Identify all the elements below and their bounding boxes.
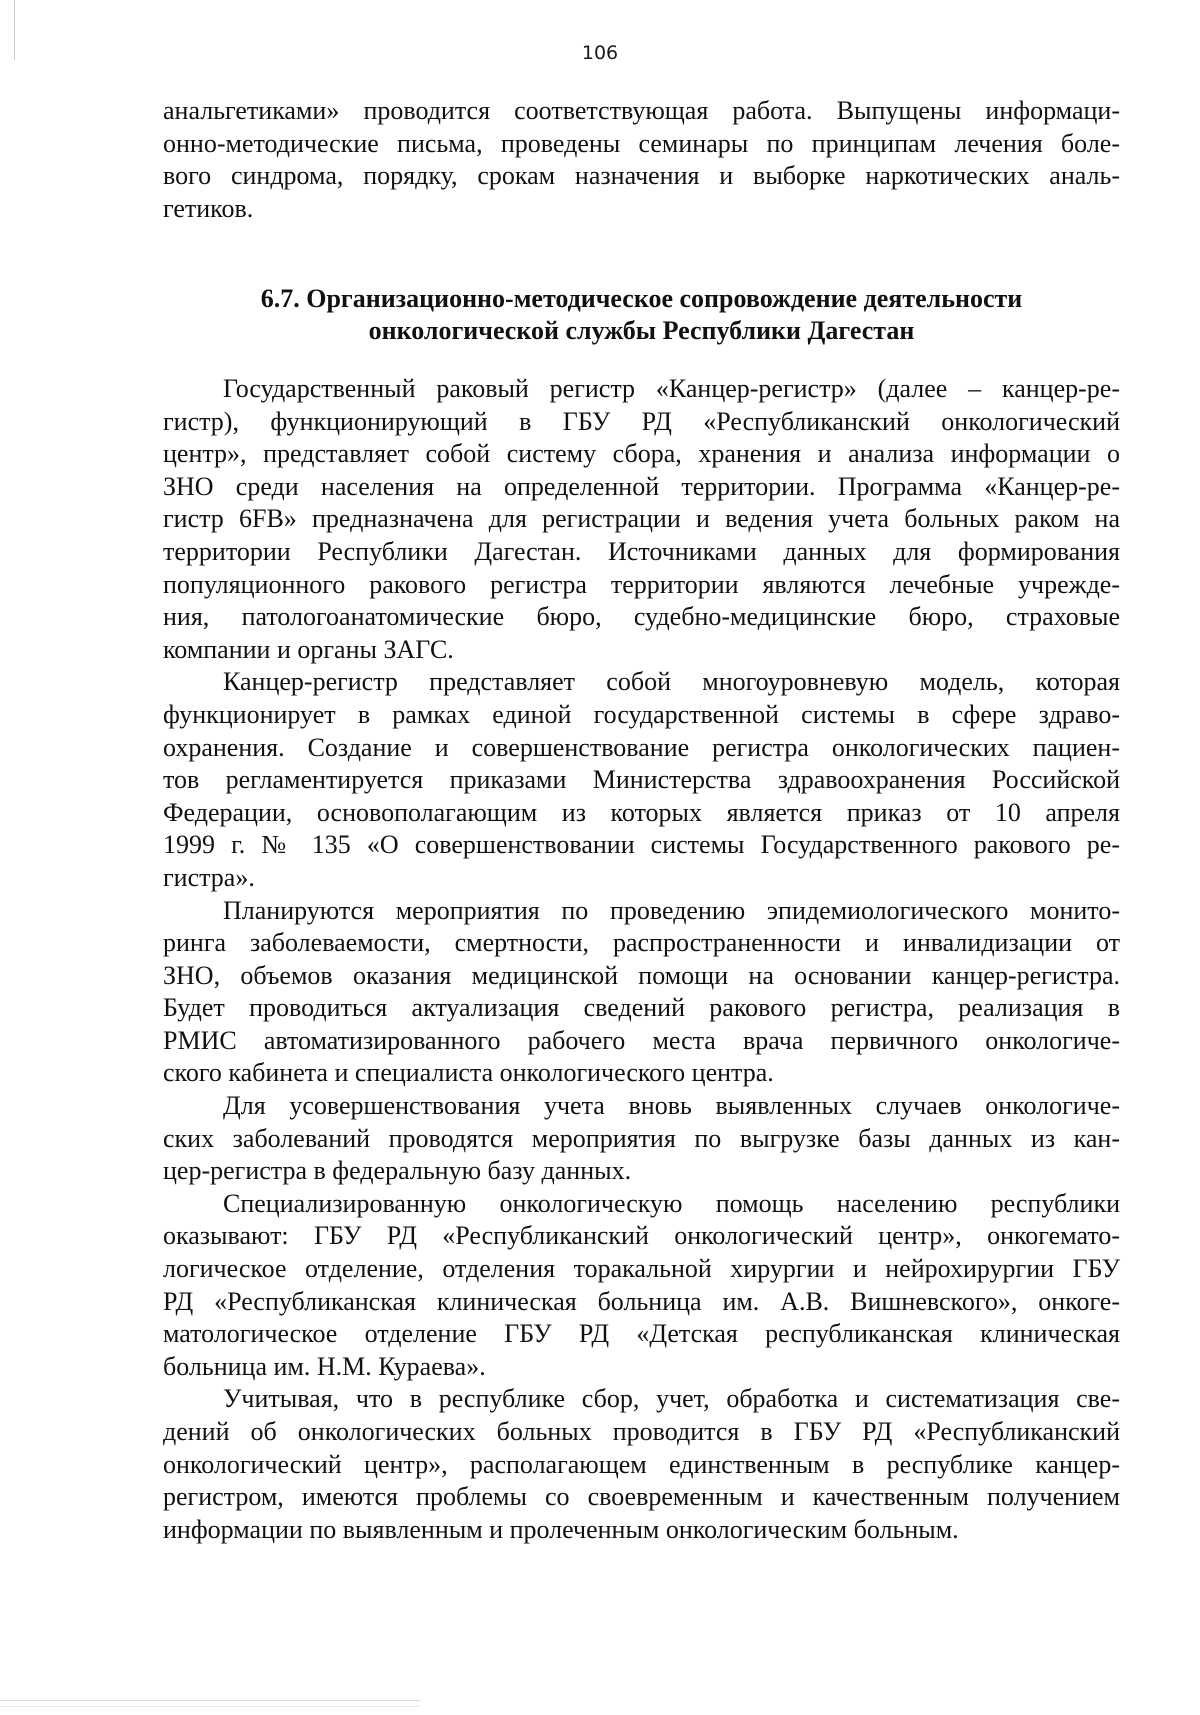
section-heading <box>163 283 1120 347</box>
text-line: ЗНО среди населения на определенной территории. Программа «Канцер-ре- <box>163 471 1120 501</box>
scan-bottom-line <box>0 1700 420 1701</box>
text-line: ния, патологоанатомические бюро, судебно-медицинские бюро, страховые <box>163 602 1120 632</box>
text-line: цер-регистра в федеральную базу данных. <box>163 1156 632 1186</box>
text-line: функционирует в рамках единой государственной системы в сфере здраво- <box>163 699 1120 729</box>
text-line: территории Республики Дагестан. Источниками данных для формирования <box>163 536 1120 566</box>
text-line: ских заболеваний проводятся мероприятия по выгрузке базы данных из кан- <box>163 1123 1120 1153</box>
text-line: Планируются мероприятия по проведению эпидемиологического монито- <box>223 895 1120 925</box>
text-line: гистра». <box>163 862 255 892</box>
text-line: популяционного ракового регистра территории являются лечебные учрежде- <box>163 569 1120 599</box>
section-body <box>163 373 1120 1546</box>
text-line: гистр 6FB» предназначена для регистрации и ведения учета больных раком на <box>163 504 1120 534</box>
scan-edge-mark <box>14 0 15 60</box>
text-line: гистр), функционирующий в ГБУ РД «Республиканский онкологический <box>163 406 1120 436</box>
text-line: Для усовершенствования учета вновь выявленных случаев онкологиче- <box>223 1091 1120 1121</box>
text-line: ЗНО, объемов оказания медицинской помощи на основании канцер-регистра. <box>163 960 1120 990</box>
text-line: РМИС автоматизированного рабочего места врача первичного онкологиче- <box>163 1025 1120 1055</box>
text-line: ского кабинета и специалиста онкологического центра. <box>163 1058 774 1088</box>
text-line: дений об онкологических больных проводится в ГБУ РД «Республиканский <box>163 1417 1120 1446</box>
text-line: Канцер-регистр представляет собой многоуровневую модель, которая <box>223 667 1120 697</box>
page-number: 106 <box>581 42 619 64</box>
text-line: анальгетиками» проводится соответствующая работа. Выпущены информаци- <box>163 96 1120 125</box>
heading-line: 6.7. Организационно-методическое сопровождение деятельности <box>260 284 1023 313</box>
text-line: охранения. Создание и совершенствование регистра онкологических пациен- <box>163 732 1120 762</box>
text-line: онно-методические письма, проведены семинары по принципам лечения боле- <box>163 128 1120 158</box>
text-line: Федерации, основополагающим из которых является приказ от 10 апреля <box>163 797 1120 827</box>
text-line: тов регламентируется приказами Министерства здравоохранения Российской <box>163 765 1120 795</box>
text-line: информации по выявленным и пролеченным онкологическим больным. <box>163 1514 959 1544</box>
text-line: Государственный раковый регистр «Канцер-регистр» (далее – канцер-ре- <box>223 374 1120 403</box>
heading-line: онкологической службы Республики Дагестан <box>368 316 915 345</box>
text-line: больница им. Н.М. Кураева». <box>163 1351 486 1381</box>
text-line: гетиков. <box>163 193 254 223</box>
text-line: матологическое отделение ГБУ РД «Детская республиканская клиническая <box>163 1319 1120 1349</box>
text-line: онкологический центр», располагающем единственным в республике канцер- <box>163 1449 1120 1479</box>
text-line: регистром, имеются проблемы со своевременным и качественным получением <box>163 1482 1120 1512</box>
text-line: Специализированную онкологическую помощь населению республики <box>223 1188 1120 1218</box>
scan-bottom-line <box>0 1706 420 1707</box>
text-line: ринга заболеваемости, смертности, распространенности и инвалидизации от <box>163 928 1120 958</box>
text-line: РД «Республиканская клиническая больница им. А.В. Вишневского», онкоге- <box>163 1286 1120 1316</box>
text-line: вого синдрома, порядку, срокам назначения и выборке наркотических аналь- <box>163 161 1120 191</box>
text-line: Будет проводиться актуализация сведений ракового регистра, реализация в <box>163 993 1120 1023</box>
intro-paragraph <box>163 95 1120 225</box>
text-line: логическое отделение, отделения торакальной хирургии и нейрохирургии ГБУ <box>163 1254 1120 1284</box>
text-line: 1999 г. № 135 «О совершенствовании системы Государственного ракового ре- <box>163 830 1120 860</box>
text-line: центр», представляет собой систему сбора, хранения и анализа информации о <box>163 439 1120 469</box>
text-line: Учитывая, что в республике сбор, учет, обработка и систематизация све- <box>223 1384 1120 1414</box>
text-line: компании и органы ЗАГС. <box>163 634 454 664</box>
text-line: оказывают: ГБУ РД «Республиканский онкологический центр», онкогемато- <box>163 1221 1120 1251</box>
